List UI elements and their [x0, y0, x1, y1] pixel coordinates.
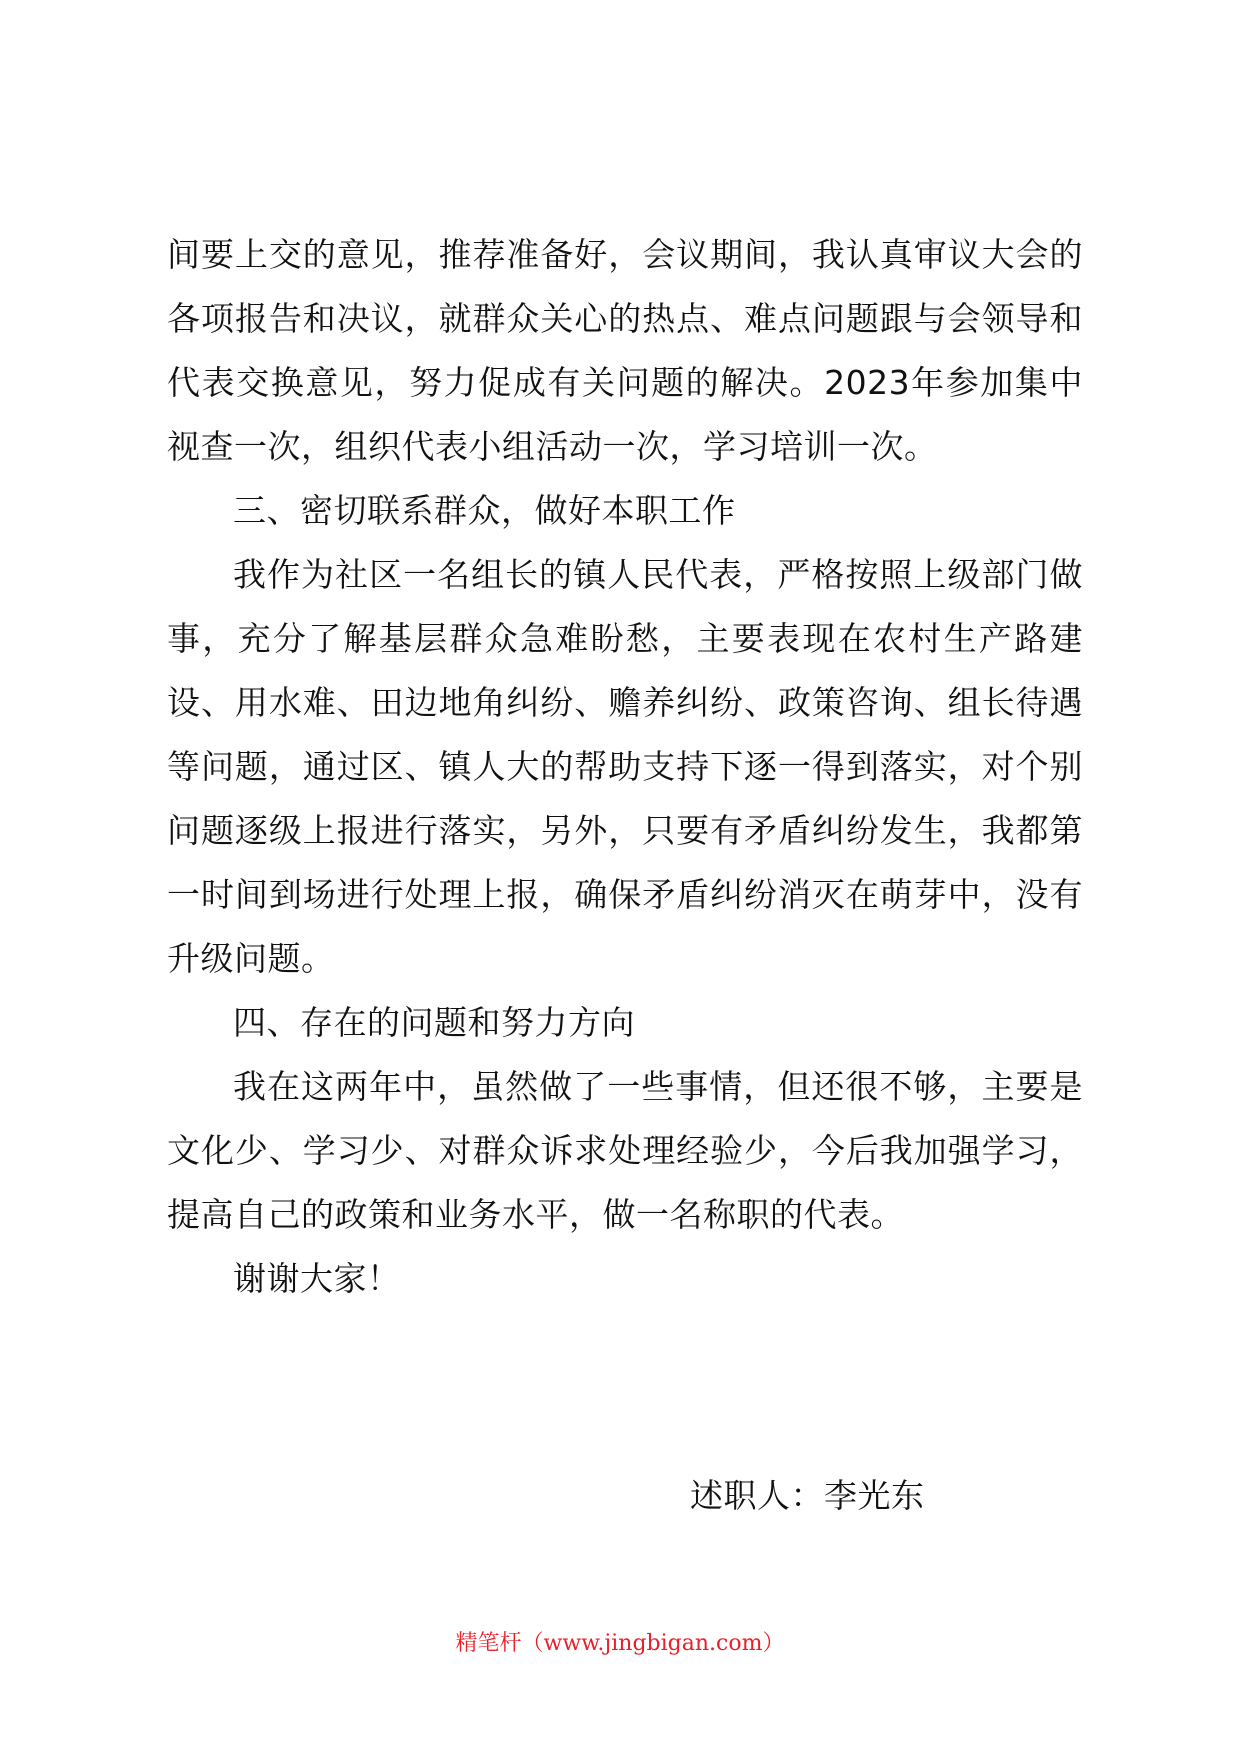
- document-body: [167, 223, 1083, 1311]
- closing-thanks: 谢谢大家！: [233, 1259, 401, 1298]
- section-heading-four: 四、存在的问题和努力方向: [233, 1003, 635, 1042]
- signature-line: 述职人：李光东: [690, 1476, 925, 1515]
- footer-watermark: 精笔杆（www.jingbigan.com）: [455, 1631, 785, 1656]
- section-heading-three: 三、密切联系群众，做好本职工作: [233, 491, 736, 530]
- paragraph-continuation: 间要上交的意见，推荐准备好，会议期间，我认真审议大会的各项报告和决议，就群众关心的热点、难点问题跟与会领导和代表交换意见，努力促成有关问题的解决。2023年参加集中视查一次，组织代表小组活动一次，学习培训一次。: [167, 235, 1083, 466]
- paragraph-problems: 我在这两年中，虽然做了一些事情，但还很不够，主要是文化少、学习少、对群众诉求处理经验少，今后我加强学习，提高自己的政策和业务水平，做一名称职的代表。: [167, 1067, 1083, 1234]
- paragraph-duties: 我作为社区一名组长的镇人民代表，严格按照上级部门做事，充分了解基层群众急难盼愁，主要表现在农村生产路建设、用水难、田边地角纠纷、赡养纠纷、政策咨询、组长待遇等问题，通过区、镇人大的帮助支持下逐一得到落实，对个别问题逐级上报进行落实，另外，只要有矛盾纠纷发生，我都第一时间到场进行处理上报，确保矛盾纠纷消灭在萌芽中，没有升级问题。: [167, 555, 1083, 978]
